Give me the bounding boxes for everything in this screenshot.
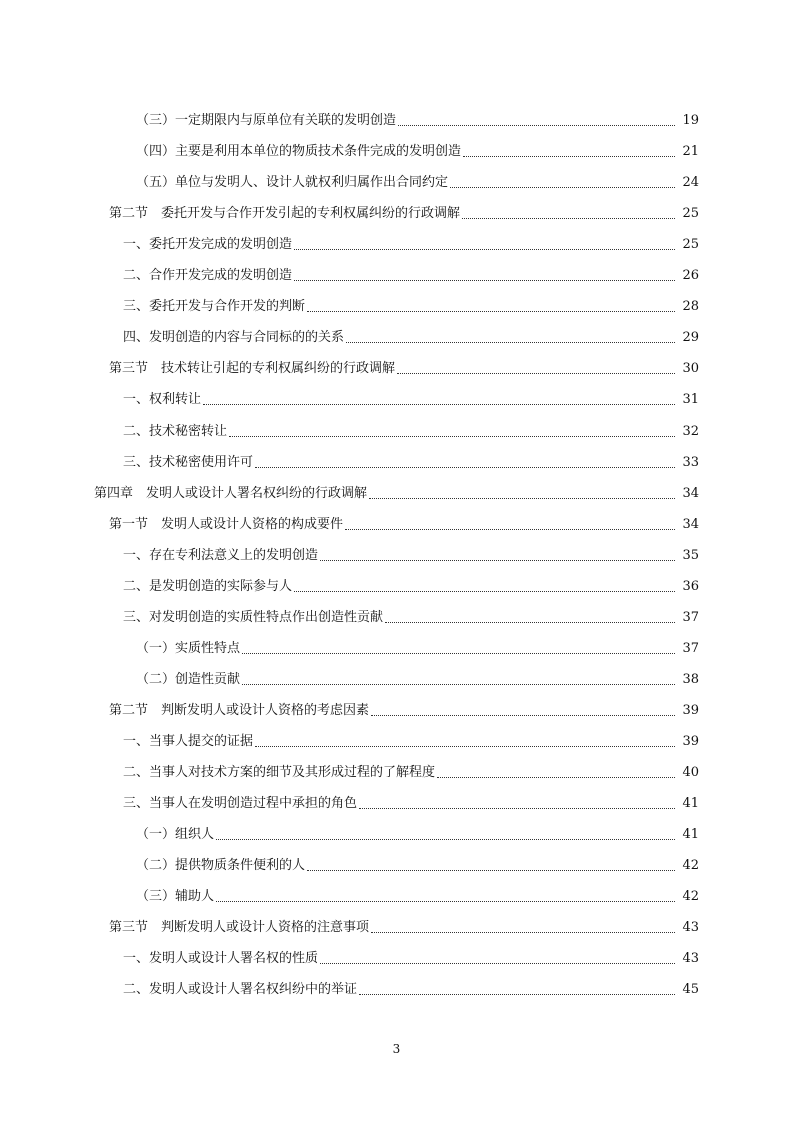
toc-entry-title: 一、权利转让: [123, 392, 202, 408]
toc-entry-page: 38: [682, 671, 699, 687]
dot-leader: [371, 932, 675, 933]
dot-leader: [216, 839, 675, 840]
dot-leader: [385, 622, 675, 623]
toc-entry: [0, 905, 793, 936]
toc-entry-title: 第一节 发明人或设计人资格的构成要件: [109, 516, 344, 532]
dot-leader: [307, 870, 675, 871]
toc-entry-page: 36: [682, 578, 699, 594]
toc-entry-title: （三）辅助人: [136, 889, 215, 905]
toc-entry-page: 30: [682, 361, 699, 377]
toc-entry-title: 二、当事人对技术方案的细节及其形成过程的了解程度: [123, 765, 436, 781]
toc-entry-page: 26: [682, 268, 699, 284]
dot-leader: [242, 684, 675, 685]
toc-entry-page: 40: [682, 765, 699, 781]
toc-entry: [0, 315, 793, 346]
toc-entry: [0, 812, 793, 843]
toc-entry: [0, 440, 793, 471]
toc-entry-page: 31: [682, 392, 699, 408]
dot-leader: [255, 467, 675, 468]
dot-leader: [462, 218, 675, 219]
toc-entry-title: （三）一定期限内与原单位有关联的发明创造: [136, 113, 397, 129]
toc-entry-title: 二、是发明创造的实际参与人: [123, 578, 293, 594]
toc-entry-page: 42: [682, 889, 699, 905]
dot-leader: [255, 746, 675, 747]
dot-leader: [320, 963, 675, 964]
toc-entry-title: 第四章 发明人或设计人署名权纠纷的行政调解: [94, 485, 368, 501]
toc-entry-page: 43: [682, 951, 699, 967]
toc-entry-page: 19: [682, 113, 699, 129]
toc-entry: [0, 377, 793, 408]
toc-entry: [0, 253, 793, 284]
toc-entry-page: 33: [682, 454, 699, 470]
toc-entry: [0, 346, 793, 377]
toc-entry-title: 三、委托开发与合作开发的判断: [123, 299, 306, 315]
toc-entry-title: 一、存在专利法意义上的发明创造: [123, 547, 319, 563]
toc-entry-title: 三、技术秘密使用许可: [123, 454, 254, 470]
dot-leader: [450, 187, 675, 188]
toc-entry-title: 一、发明人或设计人署名权的性质: [123, 951, 319, 967]
toc-entry-page: 39: [682, 702, 699, 718]
toc-entry-title: 一、委托开发完成的发明创造: [123, 237, 293, 253]
toc-entry: [0, 626, 793, 657]
toc-entry: [0, 408, 793, 439]
toc-entry-title: 第二节 判断发明人或设计人资格的考虑因素: [109, 702, 370, 718]
dot-leader: [242, 653, 675, 654]
dot-leader: [463, 156, 675, 157]
toc-entry: [0, 160, 793, 191]
toc-entry-title: （一）组织人: [136, 827, 215, 843]
dot-leader: [398, 125, 675, 126]
toc-entry-page: 29: [682, 330, 699, 346]
toc-entry: [0, 284, 793, 315]
dot-leader: [345, 529, 675, 530]
dot-leader: [294, 591, 675, 592]
toc-entry-page: 37: [682, 609, 699, 625]
toc-entry-title: 二、合作开发完成的发明创造: [123, 268, 293, 284]
dot-leader: [359, 808, 675, 809]
toc-entry-page: 25: [682, 237, 699, 253]
toc-entry: [0, 129, 793, 160]
toc-entry-page: 41: [682, 796, 699, 812]
toc-entry: [0, 657, 793, 688]
toc-entry: [0, 564, 793, 595]
toc-entry-title: 三、当事人在发明创造过程中承担的角色: [123, 796, 358, 812]
toc-entry: [0, 98, 793, 129]
toc-entry-title: 四、发明创造的内容与合同标的的关系: [123, 330, 345, 346]
toc-entry: [0, 222, 793, 253]
toc-entry-page: 25: [682, 206, 699, 222]
dot-leader: [346, 342, 675, 343]
toc-entry-title: 第三节 技术转让引起的专利权属纠纷的行政调解: [109, 361, 396, 377]
toc-entry-page: 45: [682, 982, 699, 998]
toc-entry: [0, 502, 793, 533]
dot-leader: [294, 249, 675, 250]
dot-leader: [294, 280, 675, 281]
toc-entry-title: （二）提供物质条件便利的人: [136, 858, 306, 874]
dot-leader: [397, 373, 675, 374]
toc-entry: [0, 595, 793, 626]
toc-entry-title: 二、技术秘密转让: [123, 423, 228, 439]
toc-entry: [0, 533, 793, 564]
page-number: 3: [392, 1042, 401, 1056]
toc-entry: [0, 471, 793, 502]
toc-entry-page: 34: [682, 485, 699, 501]
dot-leader: [371, 715, 675, 716]
toc-entry-page: 34: [682, 516, 699, 532]
toc-entry-title: 第二节 委托开发与合作开发引起的专利权属纠纷的行政调解: [109, 206, 461, 222]
toc-entry-title: 三、对发明创造的实质性特点作出创造性贡献: [123, 609, 384, 625]
dot-leader: [359, 994, 675, 995]
toc-entry-title: 一、当事人提交的证据: [123, 733, 254, 749]
toc-entry-page: 41: [682, 827, 699, 843]
toc-entry: [0, 781, 793, 812]
dot-leader: [216, 901, 675, 902]
toc-entry: [0, 843, 793, 874]
toc-entry: [0, 936, 793, 967]
toc-entry: [0, 874, 793, 905]
toc-entry-page: 32: [682, 423, 699, 439]
toc-entry: [0, 191, 793, 222]
table-of-contents: [0, 98, 793, 998]
toc-entry-title: （二）创造性贡献: [136, 671, 241, 687]
toc-entry-page: 35: [682, 547, 699, 563]
toc-entry: [0, 750, 793, 781]
dot-leader: [307, 311, 675, 312]
toc-entry: [0, 688, 793, 719]
toc-entry-page: 28: [682, 299, 699, 315]
dot-leader: [203, 404, 675, 405]
toc-entry-page: 43: [682, 920, 699, 936]
toc-entry: [0, 719, 793, 750]
dot-leader: [437, 777, 675, 778]
toc-entry-title: （一）实质性特点: [136, 640, 241, 656]
toc-entry-title: （五）单位与发明人、设计人就权利归属作出合同约定: [136, 175, 449, 191]
toc-entry-page: 37: [682, 640, 699, 656]
toc-entry-title: 二、发明人或设计人署名权纠纷中的举证: [123, 982, 358, 998]
toc-entry: [0, 967, 793, 998]
toc-entry-page: 39: [682, 733, 699, 749]
toc-entry-page: 21: [682, 144, 699, 160]
dot-leader: [229, 436, 675, 437]
toc-entry-title: （四）主要是利用本单位的物质技术条件完成的发明创造: [136, 144, 462, 160]
toc-entry-title: 第三节 判断发明人或设计人资格的注意事项: [109, 920, 370, 936]
dot-leader: [320, 560, 675, 561]
toc-entry-page: 24: [682, 175, 699, 191]
toc-entry-page: 42: [682, 858, 699, 874]
dot-leader: [369, 498, 675, 499]
